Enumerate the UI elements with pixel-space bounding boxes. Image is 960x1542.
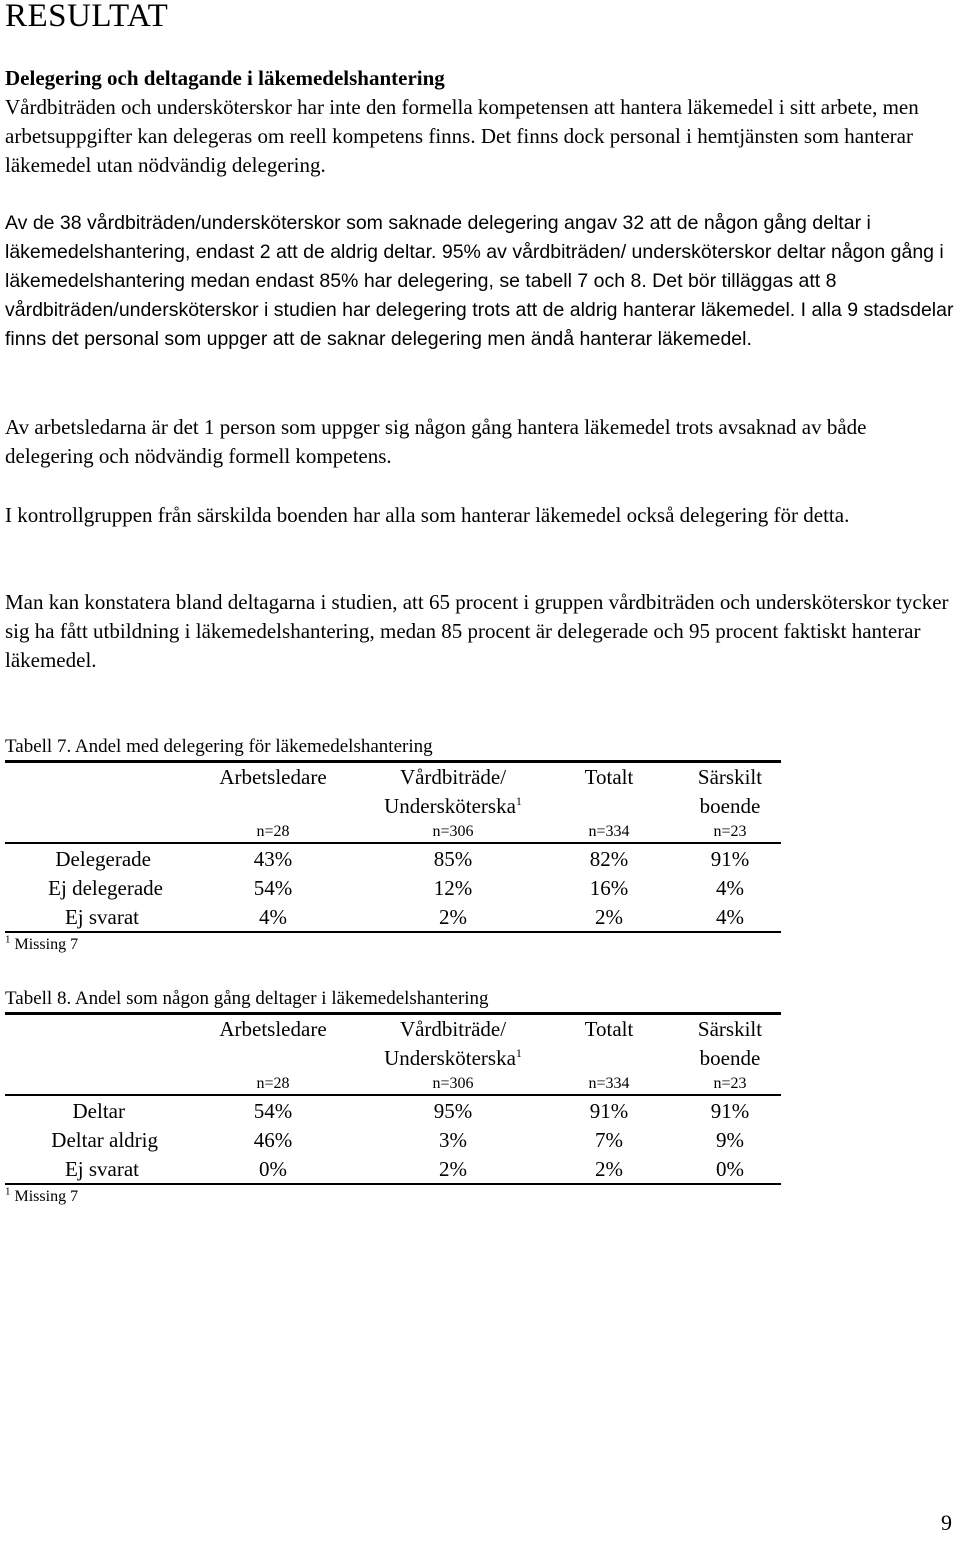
column-header-vardbitrade: Vårdbiträde/ bbox=[399, 765, 507, 789]
column-header-totalt: Totalt bbox=[584, 1017, 634, 1041]
table-cell: 3% bbox=[439, 1128, 467, 1152]
column-header-arbetsledare: Arbetsledare bbox=[219, 765, 327, 789]
paragraph-delegation-stats: Av de 38 vårdbiträden/undersköterskor som saknade delegering angav 32 att de någon gång deltar i läkemedelshantering, endast 2 att de aldrig deltar. 95% av vårdbiträden/ undersköterskor deltar någon gång i läkemedelshantering medan endast 85% har delegering, se tabell 7 och 8. Det bör tilläggas att 8 vårdbiträden/undersköterskor i studien har delegering trots att de aldrig hanterar läkemedel. I alla 9 stadsdelar finns det personal som uppger att de saknar delegering men ändå hanterar läkemedel. bbox=[5, 212, 954, 350]
page-number: 9 bbox=[941, 1510, 952, 1535]
column-header-underskoterska-text: Undersköterska bbox=[384, 1046, 516, 1070]
table-cell: 16% bbox=[589, 876, 629, 900]
table-header-rule bbox=[5, 842, 781, 844]
table-cell: 2% bbox=[439, 1157, 467, 1181]
column-header-arbetsledare: Arbetsledare bbox=[219, 1017, 327, 1041]
column-header-underskoterska-text: Undersköterska bbox=[384, 794, 516, 818]
paragraph-conclusion: Man kan konstatera bland deltagarna i studien, att 65 procent i gruppen vårdbiträden och undersköterskor tycker sig ha fått utbildning i läkemedelshantering, medan 85 procent är delegerade och 95 procent faktiskt hanterar läkemedel. bbox=[5, 590, 949, 672]
column-header-underskoterska bbox=[384, 1044, 522, 1073]
footnote-text: Missing 7 bbox=[10, 936, 79, 953]
column-header-sarskilt: Särskilt bbox=[697, 1017, 763, 1041]
column-header-underskoterska bbox=[384, 792, 522, 821]
table-footnote bbox=[5, 1187, 78, 1207]
table-cell: 91% bbox=[710, 847, 750, 871]
row-label: Deltar bbox=[72, 1099, 125, 1123]
column-header-vardbitrade: Vårdbiträde/ bbox=[399, 1017, 507, 1041]
column-header-boende: boende bbox=[699, 794, 761, 818]
page-title: RESULTAT bbox=[5, 0, 169, 34]
table-bottom-rule bbox=[5, 931, 781, 933]
footnote-text: Missing 7 bbox=[10, 1188, 79, 1205]
table-cell: 4% bbox=[716, 905, 744, 929]
footnote-marker: 1 bbox=[515, 794, 522, 808]
row-label: Ej svarat bbox=[64, 905, 139, 929]
table-bottom-rule bbox=[5, 1183, 781, 1185]
column-n-sarskilt: n=23 bbox=[713, 1075, 747, 1092]
table-cell: 9% bbox=[716, 1128, 744, 1152]
table-cell: 4% bbox=[716, 876, 744, 900]
paragraph-competence: Vårdbiträden och undersköterskor har inte den formella kompetensen att hantera läkemedel i sitt arbete, men arbetsuppgifter kan delegeras om reell kompetens finns. Det finns dock personal i hemtjänsten som hanterar läkemedel utan nödvändig delegering. bbox=[5, 95, 919, 177]
table-cell: 82% bbox=[589, 847, 629, 871]
table-cell: 0% bbox=[259, 1157, 287, 1181]
table-cell: 2% bbox=[595, 1157, 623, 1181]
table-caption: Tabell 7. Andel med delegering för läkemedelshantering bbox=[5, 736, 433, 757]
table-cell: 85% bbox=[433, 847, 473, 871]
row-label: Ej delegerade bbox=[48, 876, 163, 900]
row-label: Delegerade bbox=[55, 847, 151, 871]
column-n-totalt: n=334 bbox=[588, 1075, 630, 1092]
table-cell: 54% bbox=[253, 876, 293, 900]
column-header-boende: boende bbox=[699, 1046, 761, 1070]
row-label: Ej svarat bbox=[64, 1157, 139, 1181]
table-cell: 2% bbox=[595, 905, 623, 929]
table-caption: Tabell 8. Andel som någon gång deltager i läkemedelshantering bbox=[5, 988, 489, 1009]
table-cell: 91% bbox=[710, 1099, 750, 1123]
paragraph-supervisors: Av arbetsledarna är det 1 person som uppger sig någon gång hantera läkemedel trots avsaknad av både delegering och nödvändig formell kompetens. bbox=[5, 415, 867, 468]
table-cell: 2% bbox=[439, 905, 467, 929]
table-header-rule bbox=[5, 1094, 781, 1096]
table-cell: 95% bbox=[433, 1099, 473, 1123]
column-n-totalt: n=334 bbox=[588, 823, 630, 840]
table-cell: 46% bbox=[253, 1128, 293, 1152]
section-heading: Delegering och deltagande i läkemedelshantering bbox=[5, 66, 445, 90]
footnote-marker: 1 bbox=[5, 1185, 11, 1198]
column-n-vardbitrade: n=306 bbox=[432, 1075, 474, 1092]
column-n-arbetsledare: n=28 bbox=[256, 823, 290, 840]
column-n-sarskilt: n=23 bbox=[713, 823, 747, 840]
column-n-arbetsledare: n=28 bbox=[256, 1075, 290, 1092]
table-cell: 7% bbox=[595, 1128, 623, 1152]
table-footnote bbox=[5, 935, 78, 955]
table-cell: 0% bbox=[716, 1157, 744, 1181]
footnote-marker: 1 bbox=[5, 933, 11, 946]
table-cell: 4% bbox=[259, 905, 287, 929]
paragraph-control-group: I kontrollgruppen från särskilda boenden har alla som hanterar läkemedel också delegering för detta. bbox=[5, 503, 850, 527]
column-header-totalt: Totalt bbox=[584, 765, 634, 789]
table-cell: 54% bbox=[253, 1099, 293, 1123]
column-n-vardbitrade: n=306 bbox=[432, 823, 474, 840]
row-label: Deltar aldrig bbox=[51, 1128, 158, 1152]
column-header-sarskilt: Särskilt bbox=[697, 765, 763, 789]
footnote-marker: 1 bbox=[515, 1046, 522, 1060]
table-cell: 91% bbox=[589, 1099, 629, 1123]
table-cell: 12% bbox=[433, 876, 473, 900]
table-top-rule bbox=[5, 1012, 781, 1015]
table-top-rule bbox=[5, 760, 781, 763]
table-cell: 43% bbox=[253, 847, 293, 871]
